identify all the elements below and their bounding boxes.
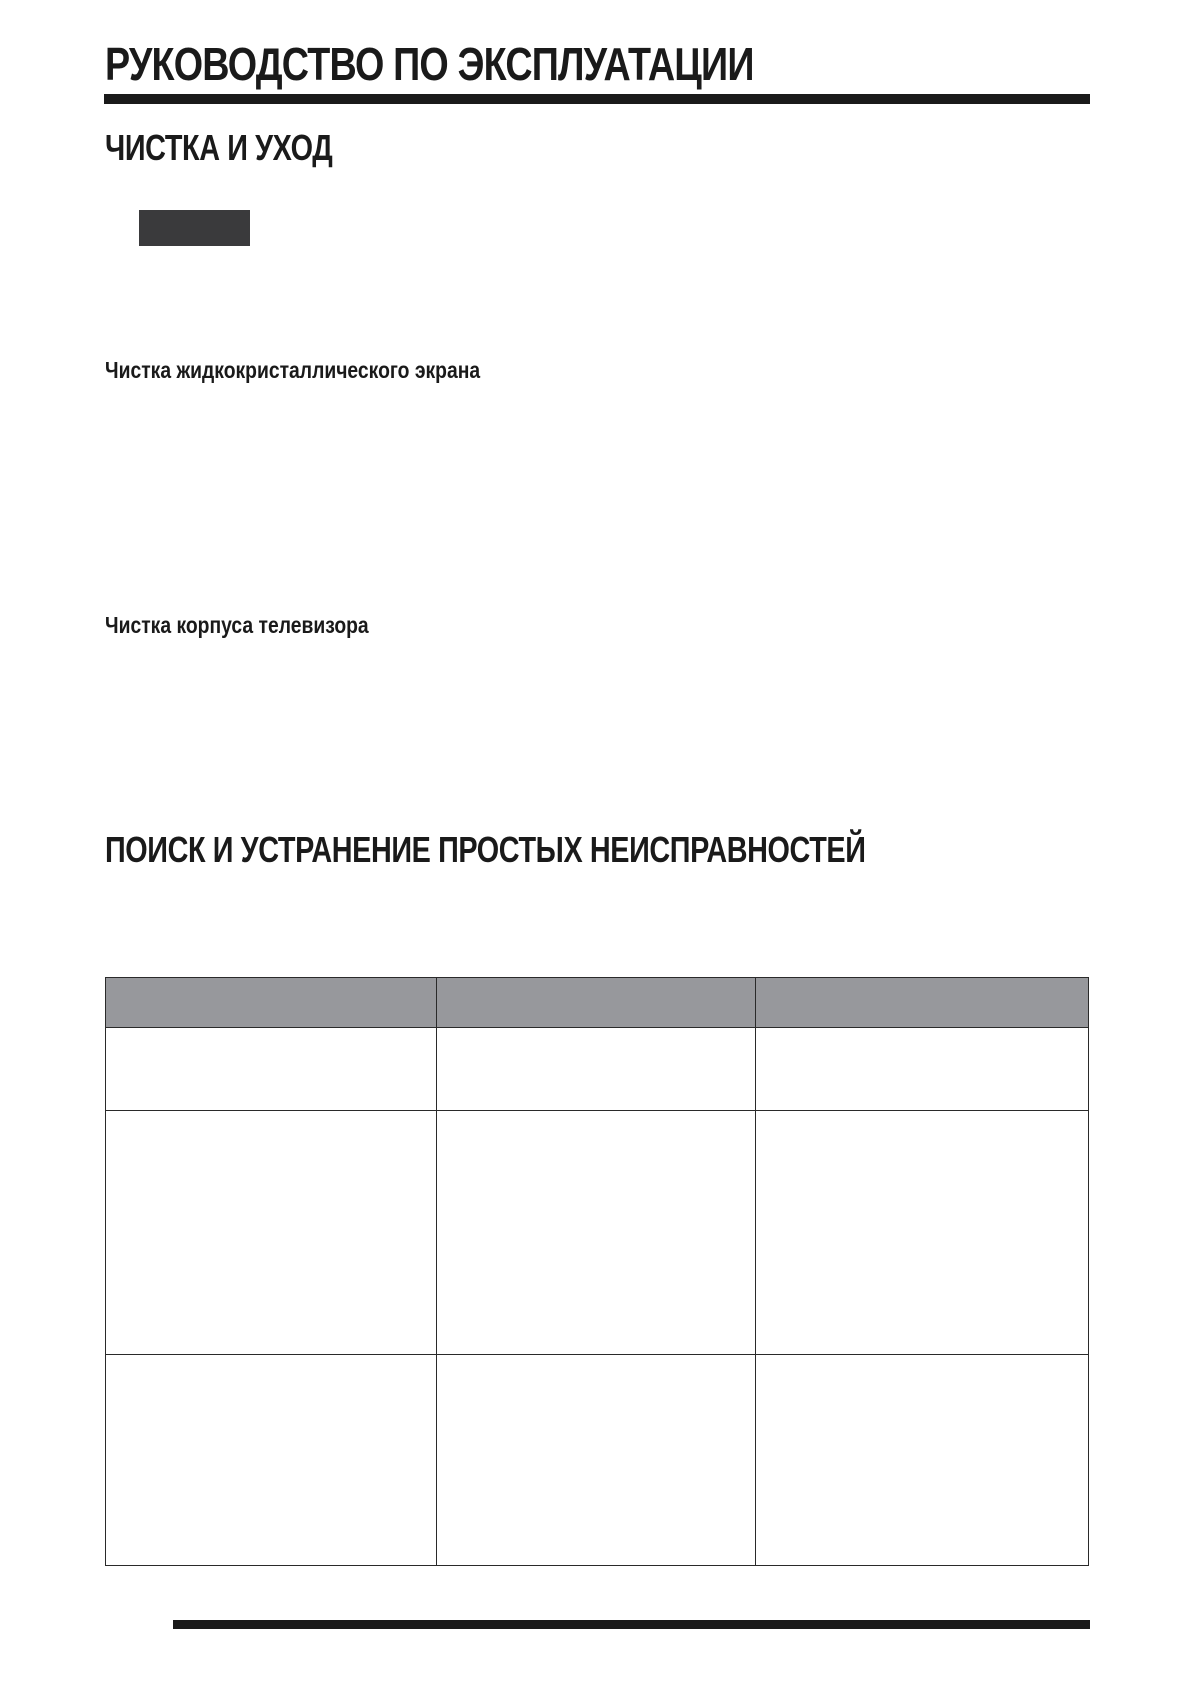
section-heading-troubleshooting: ПОИСК И УСТРАНЕНИЕ ПРОСТЫХ НЕИСПРАВНОСТЕЙ: [105, 829, 866, 870]
table-row: [106, 1355, 1089, 1566]
troubleshooting-table: [105, 977, 1089, 1566]
table-cell: [756, 1111, 1089, 1355]
table-cell: [437, 1028, 756, 1111]
table-cell: [106, 1028, 437, 1111]
footer-rule: [173, 1620, 1090, 1629]
subheading-case-cleaning: Чистка корпуса телевизора: [105, 612, 369, 638]
section-heading-care: ЧИСТКА И УХОД: [105, 127, 333, 168]
table-cell: [437, 1111, 756, 1355]
table-cell: [756, 1028, 1089, 1111]
title-rule: [104, 94, 1090, 104]
table-cell: [756, 1355, 1089, 1566]
table-cell: [106, 1355, 437, 1566]
table-cell: [437, 1355, 756, 1566]
table-row: [106, 1111, 1089, 1355]
subheading-lcd-cleaning: Чистка жидкокристаллического экрана: [105, 357, 481, 383]
table-row: [106, 1028, 1089, 1111]
table-header-cell-solution: [756, 978, 1089, 1028]
table-header-cell-cause: [437, 978, 756, 1028]
page-title: РУКОВОДСТВО ПО ЭКСПЛУАТАЦИИ: [105, 38, 754, 90]
table-header-cell-problem: [106, 978, 437, 1028]
table-cell: [106, 1111, 437, 1355]
table-header-row: [106, 978, 1089, 1028]
warning-label-block: [139, 210, 250, 246]
